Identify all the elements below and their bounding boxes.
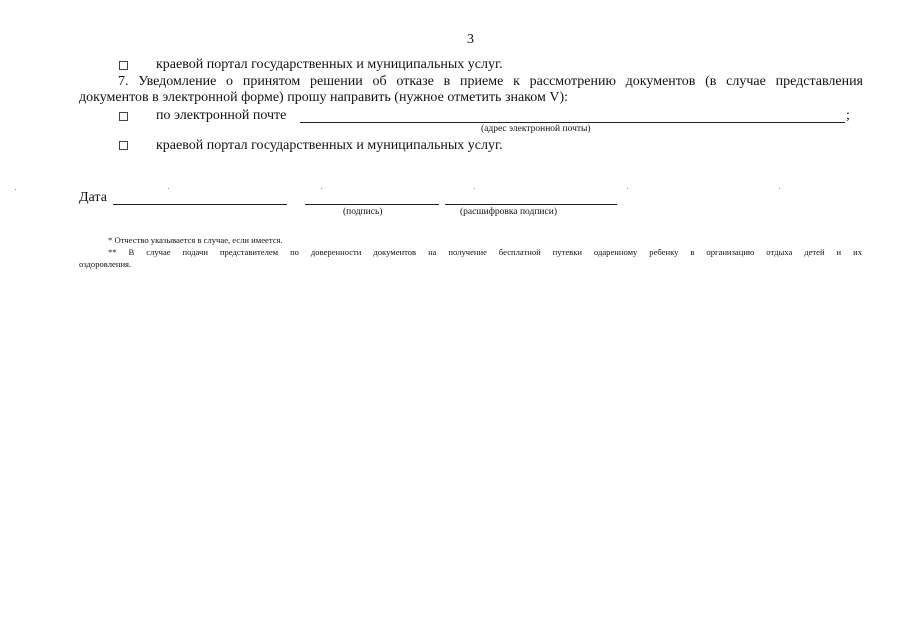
checkbox-portal-1[interactable]: [119, 61, 128, 70]
signature-caption: (подпись): [343, 207, 383, 217]
decoding-caption: (расшифровка подписи): [460, 207, 557, 217]
date-line[interactable]: [113, 204, 287, 205]
scan-dot: [779, 188, 780, 189]
scan-dot: [15, 189, 16, 190]
footnote-1: * Отчество указывается в случае, если имеется.: [108, 235, 283, 245]
email-address-line[interactable]: [300, 122, 845, 123]
email-line-end: ;: [846, 108, 850, 123]
signature-decoding-line[interactable]: [445, 204, 617, 205]
scan-dot: [474, 188, 475, 189]
email-caption: (адрес электронной почты): [481, 124, 591, 134]
footnote-2-line-2: оздоровления.: [79, 259, 132, 269]
footnote-2-line-1: ** В случае подачи представителем по доверенности документов на получение бесплатной путевки одаренному ребенку в организацию отдыха детей и их: [108, 247, 862, 257]
page-number: 3: [467, 32, 474, 47]
date-label: Дата: [79, 190, 107, 205]
option-email-label: по электронной почте: [156, 108, 287, 123]
item-7-line-1: 7. Уведомление о принятом решении об отказе в приеме к рассмотрению документов (в случае представления: [118, 74, 863, 89]
checkbox-email[interactable]: [119, 112, 128, 121]
option-portal-1-label: краевой портал государственных и муниципальных услуг.: [156, 57, 503, 72]
signature-line[interactable]: [305, 204, 439, 205]
option-portal-2-label: краевой портал государственных и муниципальных услуг.: [156, 138, 503, 153]
checkbox-portal-2[interactable]: [119, 141, 128, 150]
scan-dot: [627, 188, 628, 189]
scan-dot: [168, 188, 169, 189]
scan-dot: [321, 188, 322, 189]
item-7-line-2: документов в электронной форме) прошу направить (нужное отметить знаком V):: [79, 90, 569, 105]
